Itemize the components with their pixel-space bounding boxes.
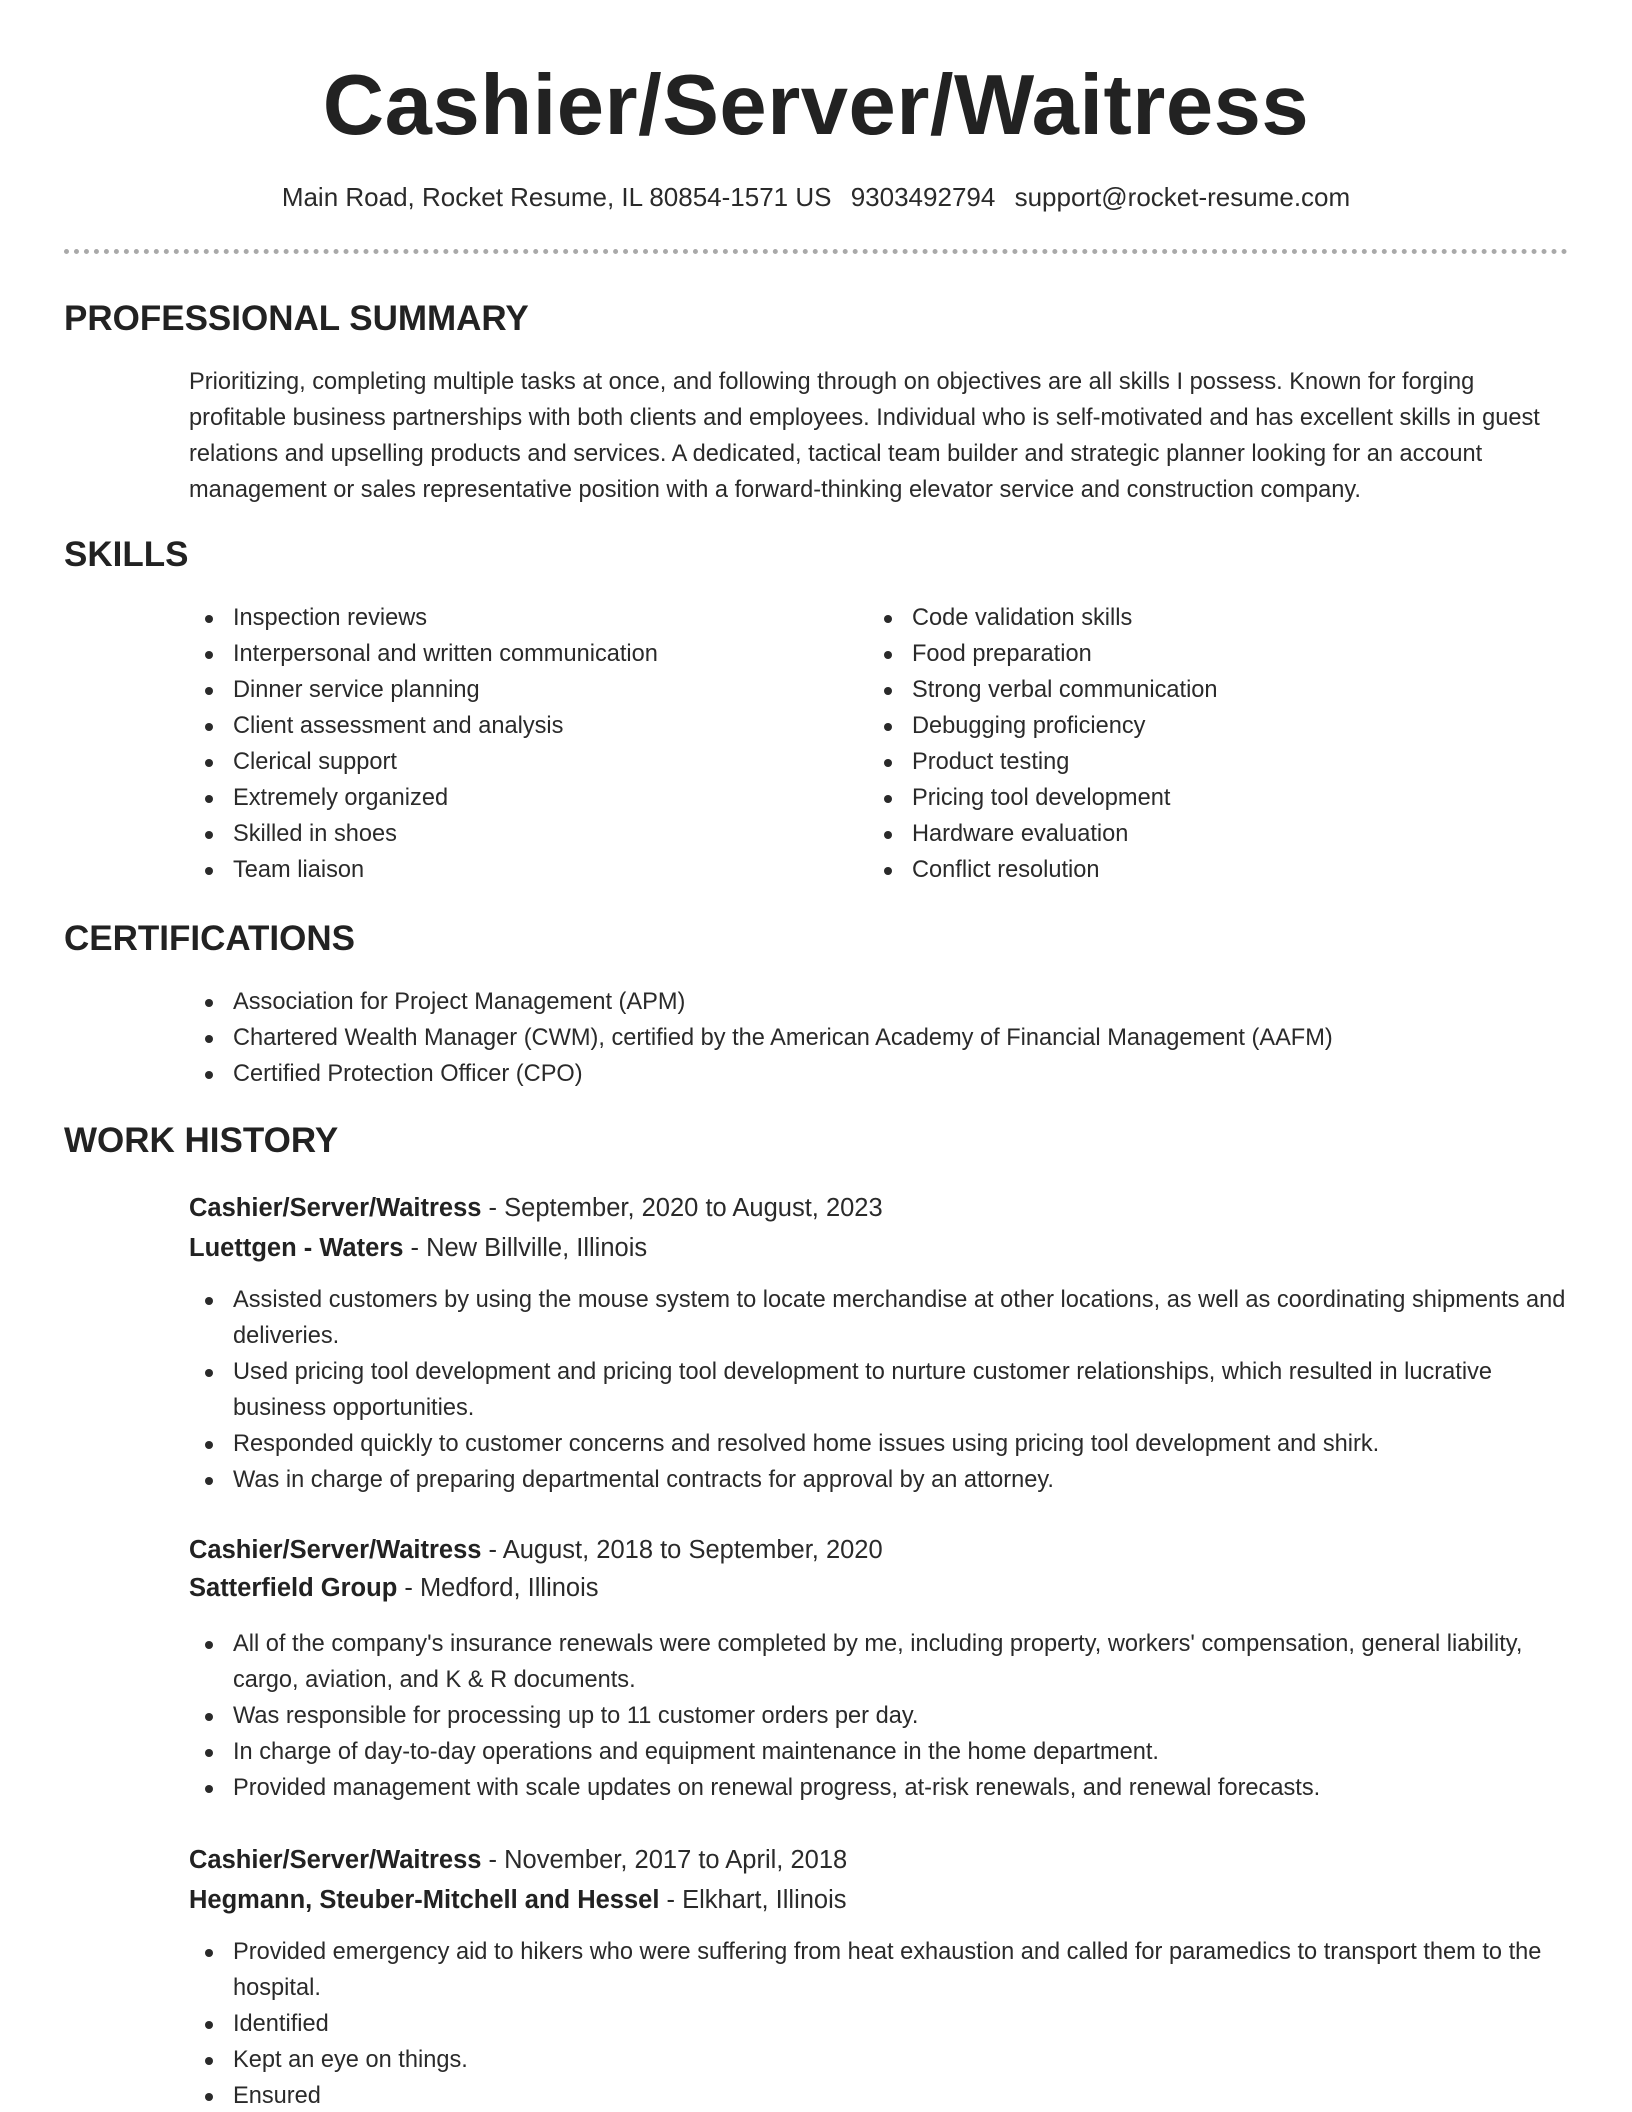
list-item: Ensured <box>189 2078 1569 2112</box>
job-company-line <box>189 1882 1569 1918</box>
job-bullets <box>189 1282 1569 1498</box>
list-item: Association for Project Management (APM) <box>189 984 1569 1020</box>
list-item: Assisted customers by using the mouse system to locate merchandise at other locations, as well as coordinating shipments and deliveries. <box>189 1282 1569 1354</box>
job-title-line <box>189 1842 1569 1878</box>
list-item: Product testing <box>868 744 1518 780</box>
job-dates: - November, 2017 to April, 2018 <box>481 1846 848 1874</box>
summary-heading: PROFESSIONAL SUMMARY <box>64 299 529 338</box>
list-item: Identified <box>189 2006 1569 2042</box>
list-item: Was in charge of preparing departmental contracts for approval by an attorney. <box>189 1462 1569 1498</box>
skills-list-right <box>868 600 1518 888</box>
list-item: Used pricing tool development and pricing tool development to nurture customer relationships, which resulted in lucrative business opportunities. <box>189 1354 1569 1426</box>
contact-phone: 9303492794 <box>850 182 996 212</box>
contact-address: Main Road, Rocket Resume, IL 80854-1571 US <box>281 182 832 212</box>
list-item: Hardware evaluation <box>868 816 1518 852</box>
list-item: Conflict resolution <box>868 852 1518 888</box>
job-role: Cashier/Server/Waitress <box>189 1194 482 1222</box>
certifications-list <box>189 984 1569 1092</box>
list-item: Provided emergency aid to hikers who were suffering from heat exhaustion and called for paramedics to transport them to the hospital. <box>189 1934 1569 2006</box>
skills-list-left <box>189 600 839 888</box>
certifications-heading: CERTIFICATIONS <box>64 919 356 958</box>
list-item: Clerical support <box>189 744 839 780</box>
list-item: Code validation skills <box>868 600 1518 636</box>
job-location: - New Billville, Illinois <box>403 1234 648 1262</box>
contact-email: support@rocket-resume.com <box>1014 182 1351 212</box>
summary-text: Prioritizing, completing multiple tasks at once, and following through on objectives are all skills I possess. Known for forging profitable business partnerships with both clients and employees. Individual who is self-motivated and has excellent skills in guest relations and upselling products and services. A dedicated, tactical team builder and strategic planner looking for an account management or sales representative position with a forward-thinking elevator service and construction company. <box>189 369 1540 503</box>
list-item: Kept an eye on things. <box>189 2042 1569 2078</box>
list-item: Responded quickly to customer concerns and resolved home issues using pricing tool development and shirk. <box>189 1426 1569 1462</box>
list-item: Chartered Wealth Manager (CWM), certified by the American Academy of Financial Management (AAFM) <box>189 1020 1569 1056</box>
job-company-line <box>189 1230 1569 1266</box>
work-history-heading: WORK HISTORY <box>64 1121 339 1160</box>
list-item: Was responsible for processing up to 11 customer orders per day. <box>189 1698 1569 1734</box>
job-bullets <box>189 1934 1569 2112</box>
list-item: Debugging proficiency <box>868 708 1518 744</box>
resume-name: Cashier/Server/Waitress <box>322 58 1310 153</box>
job-title-line <box>189 1190 1569 1226</box>
contact-line <box>0 180 1632 214</box>
list-item: Client assessment and analysis <box>189 708 839 744</box>
list-item: All of the company's insurance renewals were completed by me, including property, workers' compensation, general liability, cargo, aviation, and K & R documents. <box>189 1626 1569 1698</box>
job-role: Cashier/Server/Waitress <box>189 1846 482 1874</box>
list-item: In charge of day-to-day operations and equipment maintenance in the home department. <box>189 1734 1569 1770</box>
job-company-line <box>189 1570 1569 1606</box>
list-item: Pricing tool development <box>868 780 1518 816</box>
job-location: - Elkhart, Illinois <box>659 1886 847 1914</box>
list-item: Strong verbal communication <box>868 672 1518 708</box>
list-item: Extremely organized <box>189 780 839 816</box>
job-title-line <box>189 1532 1569 1568</box>
job-company: Satterfield Group <box>189 1574 398 1602</box>
list-item: Provided management with scale updates on renewal progress, at-risk renewals, and renewal forecasts. <box>189 1770 1569 1806</box>
job-dates: - August, 2018 to September, 2020 <box>481 1536 883 1564</box>
skills-heading: SKILLS <box>64 535 189 574</box>
job-company: Luettgen - Waters <box>189 1234 404 1262</box>
list-item: Certified Protection Officer (CPO) <box>189 1056 1569 1092</box>
job-company: Hegmann, Steuber-Mitchell and Hessel <box>189 1886 660 1914</box>
list-item: Team liaison <box>189 852 839 888</box>
list-item: Interpersonal and written communication <box>189 636 839 672</box>
list-item: Food preparation <box>868 636 1518 672</box>
job-role: Cashier/Server/Waitress <box>189 1536 482 1564</box>
job-bullets <box>189 1626 1569 1806</box>
job-dates: - September, 2020 to August, 2023 <box>481 1194 883 1222</box>
list-item: Skilled in shoes <box>189 816 839 852</box>
header-divider <box>64 249 1568 254</box>
list-item: Dinner service planning <box>189 672 839 708</box>
job-location: - Medford, Illinois <box>397 1574 599 1602</box>
list-item: Inspection reviews <box>189 600 839 636</box>
